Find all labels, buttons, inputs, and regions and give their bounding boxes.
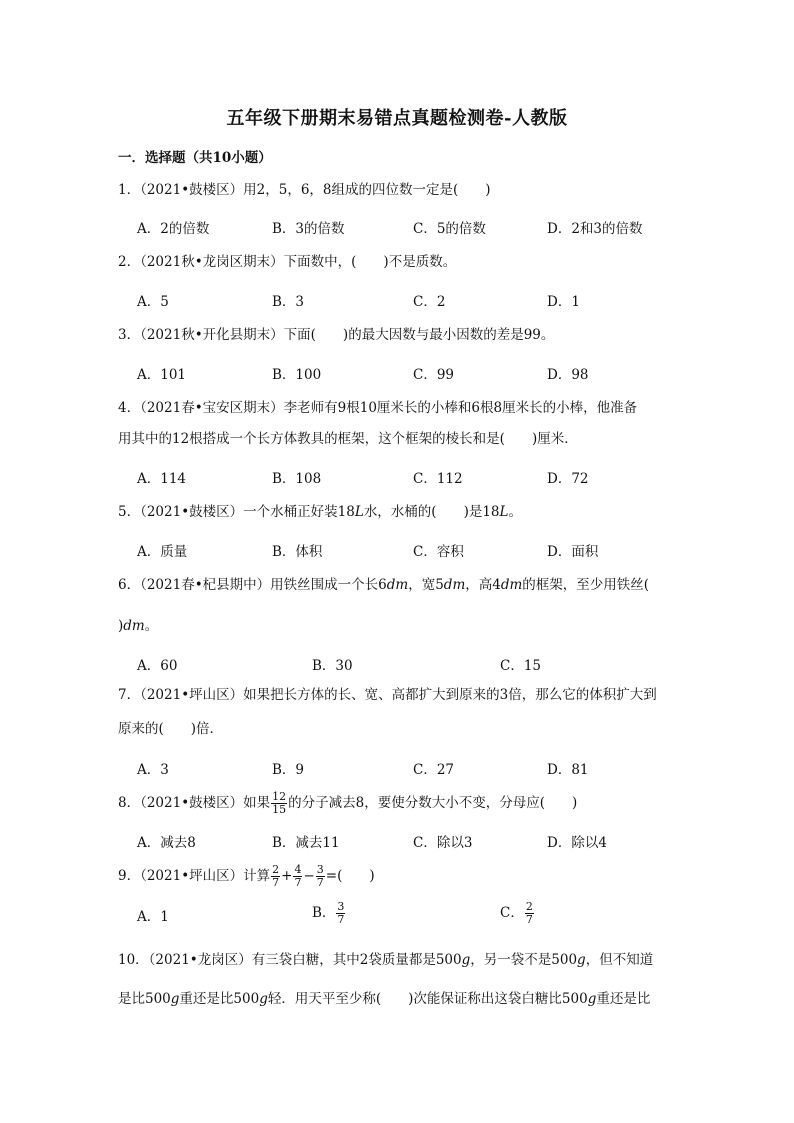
q2-option-b: B．3	[272, 294, 305, 310]
q9-text-post: =( )	[325, 868, 375, 884]
q5-option-d: D．面积	[547, 544, 599, 560]
q6-text-post: 的框架，至少用铁丝(	[522, 577, 650, 593]
q3-option-a: A．101	[137, 367, 187, 383]
question-8	[118, 788, 678, 818]
q9-option-b	[312, 898, 346, 928]
q10-unit-1: g	[461, 952, 471, 968]
section-heading: 一．选择题（共10小题）	[118, 150, 272, 166]
q6-option-c: C．15	[500, 658, 542, 674]
q10-line2-post: 重还是比	[596, 991, 651, 1007]
q6-text-pre: 6．（2021春•杞县期中）用铁丝围成一个长6	[118, 577, 387, 593]
q9-option-c-numerator: 2	[525, 900, 533, 913]
question-3: 3．（2021秋•开化县期末）下面( )的最大因数与最小因数的差是99。	[118, 327, 555, 343]
q10-line2-pre: 是比500	[118, 991, 171, 1007]
q9-fraction-3	[316, 864, 325, 889]
q8-text-pre: 8．（2021•鼓楼区）如果	[118, 795, 271, 811]
q8-fraction-numerator: 12	[272, 790, 287, 803]
q8-option-c: C．除以3	[413, 835, 473, 851]
q5-text-pre: 5．（2021•鼓楼区）一个水桶正好装18	[118, 504, 355, 520]
q9-option-b-fraction	[336, 901, 345, 926]
q10-text-pre: 10．（2021•龙岗区）有三袋白糖，其中2袋质量都是500	[118, 952, 462, 968]
q10-unit-4: g	[259, 991, 268, 1007]
q1-option-c: C．5的倍数	[413, 221, 486, 237]
q10-unit-3: g	[170, 991, 180, 1007]
q6-unit-1: dm	[386, 577, 409, 593]
q7-option-b: B．9	[272, 762, 305, 778]
q4-option-c: C．112	[413, 471, 463, 487]
q9-option-b-denominator: 7	[337, 913, 345, 926]
q9-option-c-label: C．	[500, 905, 524, 921]
q9-fraction-1-denominator: 7	[272, 876, 280, 889]
page-title: 五年级下册期末易错点真题检测卷-人教版	[226, 108, 568, 129]
q9-text-pre: 9．（2021•坪山区）计算	[118, 868, 271, 884]
q8-option-b: B．减去11	[272, 835, 340, 851]
q9-operator-minus: −	[303, 868, 315, 884]
q6-option-b: B．30	[312, 658, 353, 674]
q9-operator-plus: +	[281, 868, 293, 884]
q9-option-b-numerator: 3	[337, 900, 345, 913]
question-4-line-1: 4．（2021春•宝安区期末）李老师有9根10厘米长的小棒和6根8厘米长的小棒，他准备	[118, 400, 638, 416]
q6-line2-pre: )	[118, 618, 124, 634]
q9-fraction-3-numerator: 3	[316, 863, 324, 876]
q9-option-c-denominator: 7	[525, 913, 533, 926]
q10-unit-2: g	[577, 952, 586, 968]
q5-option-c: C．容积	[413, 544, 464, 560]
q5-option-a: A．质量	[137, 544, 188, 560]
q7-option-d: D．81	[547, 762, 589, 778]
q10-text-post: ，但不知道	[585, 952, 654, 968]
question-6-line-1	[118, 575, 678, 595]
q6-unit-4: dm	[123, 618, 145, 634]
q8-text-post: 的分子减去8，要使分数大小不变，分母应( )	[288, 795, 578, 811]
q9-option-c-fraction	[525, 901, 534, 926]
q9-fraction-1	[271, 864, 280, 889]
q5-text-post: 。	[508, 504, 522, 520]
q1-option-a: A．2的倍数	[137, 221, 210, 237]
q8-option-a: A．减去8	[137, 835, 196, 851]
q5-text-mid: 水，水桶的( )是18	[363, 504, 500, 520]
question-10-line-2	[118, 989, 678, 1009]
q2-option-a: A．5	[137, 294, 169, 310]
q9-fraction-2-numerator: 4	[294, 863, 302, 876]
q4-option-d: D．72	[547, 471, 589, 487]
q6-option-a: A．60	[137, 658, 178, 674]
q8-fraction	[271, 791, 287, 816]
question-7-line-1: 7．（2021•坪山区）如果把长方体的长、宽、高都扩大到原来的3倍，那么它的体积扩大到	[118, 687, 657, 703]
q7-option-c: C．27	[413, 762, 455, 778]
question-10-line-1	[118, 950, 678, 970]
q10-text-m1: ，另一袋不是500	[470, 952, 578, 968]
q2-option-c: C．2	[413, 294, 446, 310]
q1-option-b: B．3的倍数	[272, 221, 345, 237]
q3-option-b: B．100	[272, 367, 322, 383]
q5-unit-2: L	[499, 504, 509, 520]
q8-fraction-denominator: 15	[272, 803, 287, 816]
q6-text-m2: ，高4	[465, 577, 501, 593]
q7-option-a: A．3	[137, 762, 169, 778]
question-2: 2．（2021秋•龙岗区期末）下面数中，( )不是质数。	[118, 254, 457, 270]
q9-fraction-2	[293, 864, 302, 889]
q6-unit-2: dm	[443, 577, 466, 593]
q9-option-a: A．1	[137, 909, 169, 925]
q6-text-m1: ，宽5	[408, 577, 444, 593]
q9-option-b-label: B．	[312, 905, 336, 921]
q6-line2-post: 。	[144, 618, 159, 634]
q4-option-a: A．114	[137, 471, 187, 487]
q4-option-b: B．108	[272, 471, 322, 487]
q9-fraction-3-denominator: 7	[316, 876, 324, 889]
q2-option-d: D．1	[547, 294, 580, 310]
q3-option-c: C．99	[413, 367, 455, 383]
q5-option-b: B．体积	[272, 544, 323, 560]
q9-option-c	[500, 898, 535, 928]
question-6-line-2	[118, 616, 678, 636]
q1-option-d: D．2和3的倍数	[547, 221, 643, 237]
q10-unit-5: g	[587, 991, 597, 1007]
q3-option-d: D．98	[547, 367, 589, 383]
question-4-line-2: 用其中的12根搭成一个长方体教具的框架，这个框架的棱长和是( )厘米．	[118, 431, 578, 447]
q5-unit-1: L	[354, 504, 364, 520]
q6-unit-3: dm	[500, 577, 523, 593]
question-9	[118, 861, 678, 891]
q10-line2-m2: 轻．用天平至少称( )次能保证称出这袋白糖比500	[267, 991, 588, 1007]
q8-option-d: D．除以4	[547, 835, 607, 851]
q10-line2-m1: 重还是比500	[179, 991, 260, 1007]
question-7-line-2: 原来的( )倍．	[118, 721, 224, 737]
q9-fraction-2-denominator: 7	[294, 876, 302, 889]
q9-fraction-1-numerator: 2	[272, 863, 280, 876]
question-5	[118, 502, 678, 522]
question-1: 1．（2021•鼓楼区）用2，5，6，8组成的四位数一定是( )	[118, 182, 491, 198]
